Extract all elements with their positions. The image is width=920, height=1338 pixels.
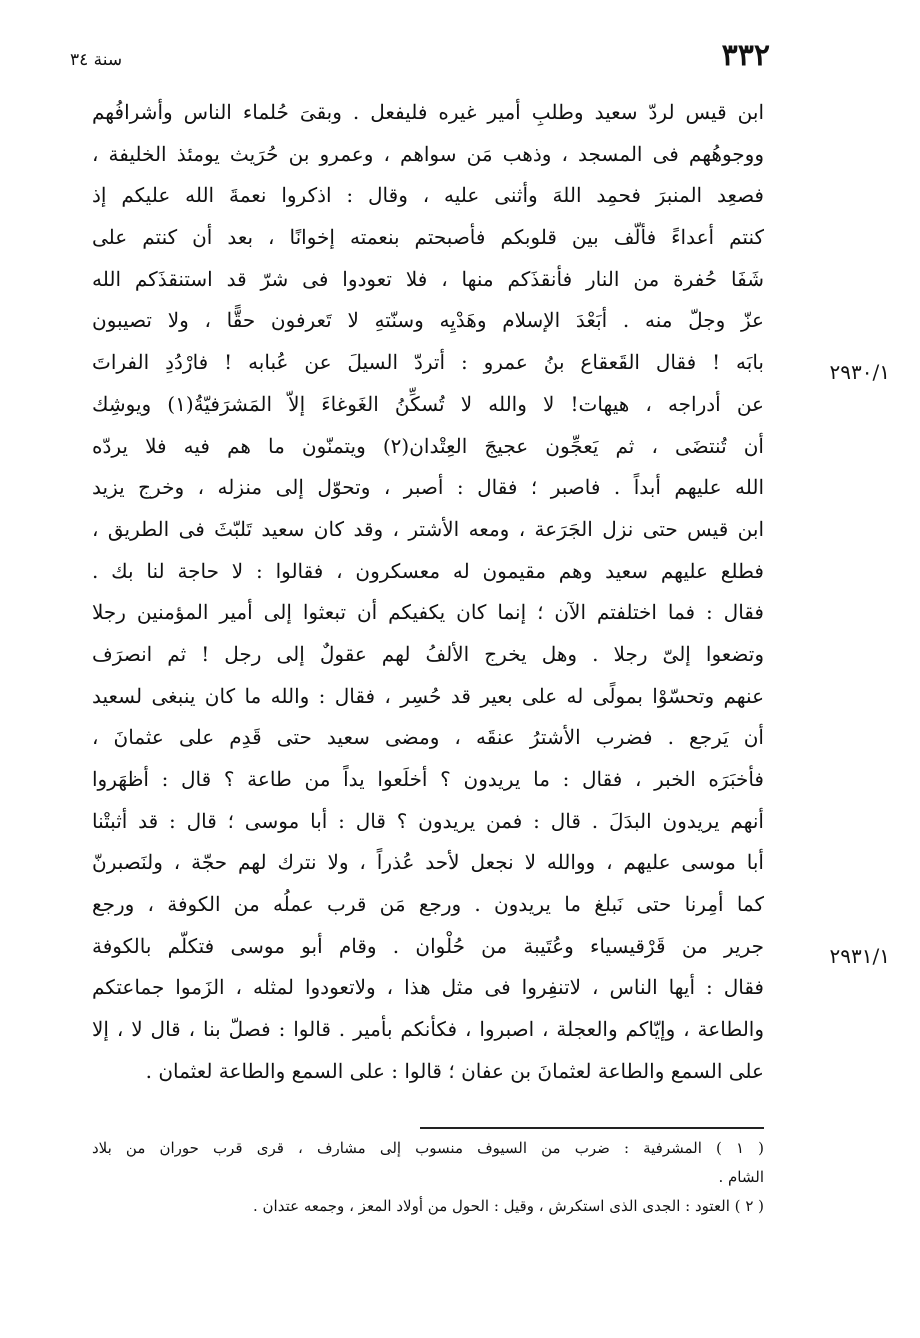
text-line: كما أمِرنا حتى نَبلغ ما يريدون . ورجع مَن قرب عملُه من الكوفة ، ورجع [92,892,764,917]
text-line: الله عليهم أبداً . فاصبر ؛ فقال : أصبر ، وتحوّل إلى منزله ، وخرج يزيد [92,475,764,500]
text-line: أن تُنتضَى ، ثم يَعجِّون عجيجَ العِتْدان(٢) ويتمنّون ما هم فيه فلا يردّه [92,433,764,458]
text-line: وتضعوا إلىّ رجلا . وهل يخرج الألفُ لهم عقولٌ إلى رجل ! ثم انصرَف [92,641,764,666]
footnote-line: ( ٢ ) العتود : الجدى الذى استكرش ، وقيل : الحول من أولاد المعز ، وجمعه عتدان . [253,1197,764,1215]
text-line: عزّ وجلّ منه . أبَعْدَ الإسلام وهَدْيِه وسنّتهِ لا تَعرفون حقًّا ، ولا تصيبون [92,308,764,333]
footnote-line: ( ١ ) المشرفية : ضرب من السيوف منسوب إلى مشارف ، قرى قرب حوران من بلاد [92,1139,764,1157]
text-line: كنتم أعداءً فألّف بين قلوبكم فأصبحتم بنعمته إخوانًا ، بعد أن كنتم على [92,225,764,250]
text-line: فقال : أيها الناس ، لاتنفِروا فى مثل هذا ، ولاتعودوا لمثله ، الزَموا جماعتكم [92,975,764,1000]
body-text [92,92,764,1093]
text-line: أبا موسى عليهم ، ووالله لا نجعل لأحد عُذراً ، ولا نترك لهم حجّة ، ولنَصبرنّ [92,850,764,875]
text-line: جرير من قَرْقيسياء وعُتَيبة من حُلْوان . وقام أبو موسى فتكلّم بالكوفة [92,933,764,958]
text-line: عن أدراجه ، هيهات! لا والله لا تُسكِّنُ الغَوغاءَ إلاّ المَشرَفيّةُ(١) ويوشِك [92,391,764,416]
margin-reference-number: ٢٩٣٠/١ [829,360,890,384]
footnote-divider [420,1127,764,1129]
text-line: والطاعة ، وإيّاكم والعجلة ، اصبروا ، فكأنكم بأمير . قالوا : فصلّ بنا ، قال لا ، إلا [92,1017,764,1042]
text-line: أنهم يريدون البدَلَ . قال : فمن يريدون ؟ قال : أبا موسى ؛ قال : قد أثبتْنا [92,808,764,833]
text-line: على السمع والطاعة لعثمانَ بن عفان ؛ قالوا : على السمع والطاعة لعثمان . [145,1058,764,1083]
text-line: فطلع عليهم سعيد وهم مقيمون له معسكرون ، فقالوا : لا حاجة لنا بك . [92,558,764,583]
text-line: فقال : فما اختلفتم الآن ؛ إنما كان يكفيكم أن تبعثوا إلى أمير المؤمنين رجلا [92,600,764,625]
footnotes [92,1134,764,1221]
text-line: عنهم وتحسّوْا بمولًى له على بعير قد حُسِر ، فقال : والله ما كان ينبغى لسعيد [92,683,764,708]
page-number: ٣٣٢ [721,38,770,73]
text-line: فصعِد المنبرَ فحمِد اللهَ وأثنى عليه ، وقال : اذكروا نعمةَ الله عليكم إذ [92,183,764,208]
margin-reference-number: ٢٩٣١/١ [829,944,890,968]
text-line: أن يَرجع . فضرب الأشترُ عنقَه ، ومضى سعيد حتى قَدِم على عثمانَ ، [92,725,764,750]
running-header-year: سنة ٣٤ [70,50,123,70]
text-line: ووجوهُهم فى المسجد ، وذهب مَن سواهم ، وعمرو بن حُرَيث يومئذ الخليفة ، [92,141,764,166]
text-line: ابن قيس لردّ سعيد وطلبِ أمير غيره فليفعل . وبقىَ حُلماء الناس وأشرافُهم [92,100,764,124]
text-line: ابن قيس حتى نزل الجَرَعة ، ومعه الأشتر ، وقد كان سعيد تَلبّثَ فى الطريق ، [92,516,764,541]
text-line: شَفَا حُفرة من النار فأنقذَكم منها ، فلا تعودوا فى شرّ قد استنقذَكم الله [92,266,764,291]
text-line: فأخبَرَه الخبر ، فقال : ما يريدون ؟ أخلَعوا يداً من طاعة ؟ قال : أظهَروا [92,767,764,791]
footnote-line: الشام . [718,1168,764,1186]
text-line: بابَه ! فقال القَعقاع بنُ عمرو : أتردّ السيلَ عن عُبابه ! فارْدُدِ الفراتَ [92,350,764,375]
